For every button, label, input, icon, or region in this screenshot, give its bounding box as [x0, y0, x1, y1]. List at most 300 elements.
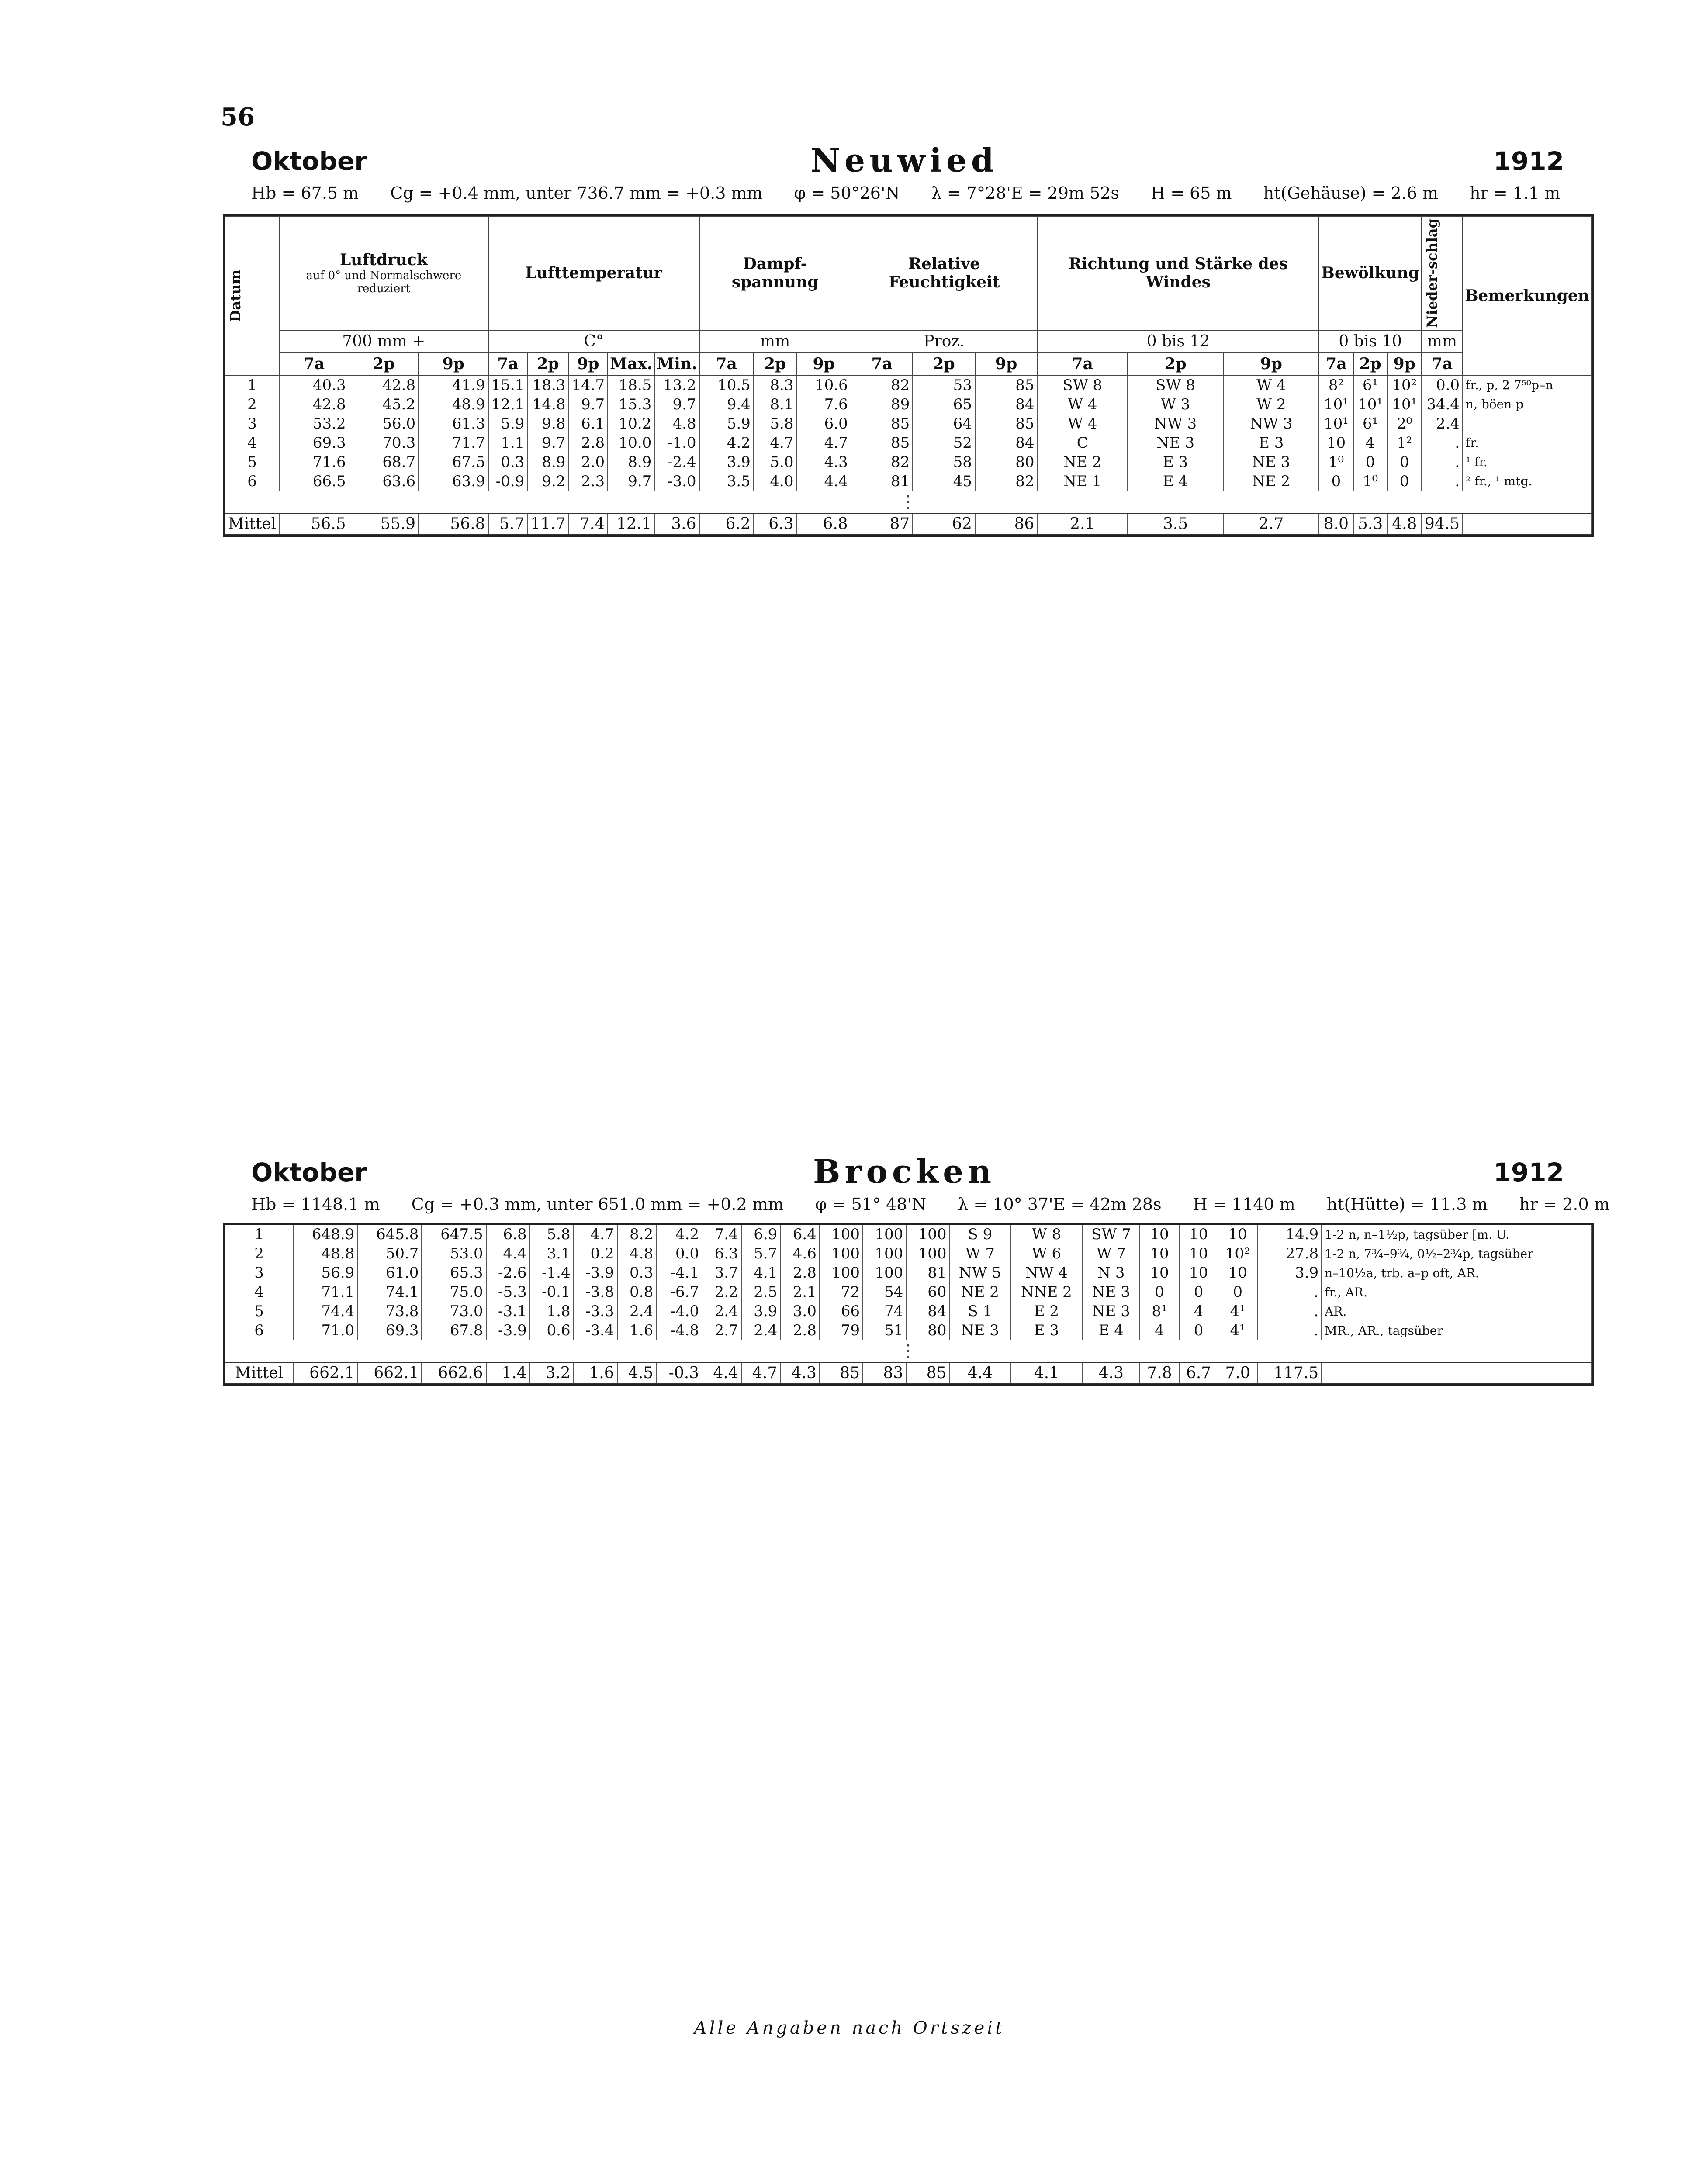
humidity-cell: 79	[820, 1321, 863, 1340]
cloud-cell: 0	[1179, 1321, 1218, 1340]
vapor-cell: 3.9	[699, 453, 754, 472]
temp-cell: 8.9	[608, 453, 654, 472]
sub-2p: 2p	[1128, 352, 1223, 375]
temp-cell: 1.6	[617, 1321, 657, 1340]
temp-cell: 12.1	[488, 395, 528, 414]
meta-item: φ = 50°26'N	[794, 183, 900, 203]
temp-cell: -3.9	[574, 1263, 617, 1282]
humidity-cell: 80	[975, 453, 1038, 472]
remarks-cell: 1-2 n, n–1½p, tagsüber [m. U.	[1322, 1225, 1592, 1244]
cloud-cell: 0	[1388, 472, 1422, 491]
footer-note: Alle Angaben nach Ortszeit	[694, 2018, 1005, 2038]
datum-cell: 5	[225, 453, 279, 472]
temp-cell: 1.8	[530, 1302, 574, 1321]
temp-cell: 4.8	[654, 414, 699, 433]
vapor-cell: 2.2	[702, 1282, 741, 1302]
wind-cell: 2.1	[1037, 513, 1127, 534]
temp-cell: 4.5	[617, 1363, 657, 1384]
temp-cell: -0.3	[656, 1363, 702, 1384]
cloud-cell: 6¹	[1353, 375, 1388, 395]
temp-cell: -1.4	[530, 1263, 574, 1282]
wind-cell: NE 2	[949, 1282, 1010, 1302]
temp-cell: 10.2	[608, 414, 654, 433]
datum-cell: Mittel	[225, 513, 279, 534]
wind-cell: NNE 2	[1010, 1282, 1082, 1302]
cloud-cell: 10	[1218, 1225, 1257, 1244]
temp-cell: 15.3	[608, 395, 654, 414]
table-row	[225, 1244, 1592, 1263]
wind-cell: W 8	[1010, 1225, 1082, 1244]
cloud-cell: 10	[1140, 1225, 1179, 1244]
cloud-cell: 10	[1179, 1244, 1218, 1263]
remarks-cell: n, böen p	[1463, 395, 1592, 414]
wind-cell: S 1	[949, 1302, 1010, 1321]
temp-cell: -4.1	[656, 1263, 702, 1282]
humidity-cell: 87	[851, 513, 913, 534]
remarks-cell: n–10½a, trb. a–p oft, AR.	[1322, 1263, 1592, 1282]
temp-cell: 13.2	[654, 375, 699, 395]
temp-cell: 4.2	[656, 1225, 702, 1244]
sub-min: Min.	[654, 352, 699, 375]
vapor-cell: 3.9	[741, 1302, 781, 1321]
cloud-cell: 10	[1140, 1244, 1179, 1263]
cloud-cell: 10¹	[1319, 414, 1353, 433]
cloud-cell: 10	[1179, 1263, 1218, 1282]
temp-cell: 2.8	[568, 433, 608, 453]
pressure-cell: 73.8	[357, 1302, 422, 1321]
wind-cell: NW 3	[1223, 414, 1319, 433]
vapor-cell: 10.5	[699, 375, 754, 395]
humidity-cell: 81	[851, 472, 913, 491]
neuwied-station: Neuwied	[810, 142, 998, 180]
sub-9p: 9p	[796, 352, 851, 375]
datum-cell: 5	[225, 1302, 293, 1321]
cloud-cell: 0	[1140, 1282, 1179, 1302]
wind-cell: N 3	[1083, 1263, 1140, 1282]
pressure-cell: 50.7	[357, 1244, 422, 1263]
neuwied-rows	[225, 375, 1592, 535]
sub-2p: 2p	[527, 352, 568, 375]
brocken-table	[225, 1225, 1592, 1384]
pressure-cell: 67.8	[422, 1321, 486, 1340]
meta-item: Hb = 1148.1 m	[251, 1195, 380, 1214]
temp-cell: 3.1	[530, 1244, 574, 1263]
humidity-cell: 82	[975, 472, 1038, 491]
temp-cell: 0.2	[574, 1244, 617, 1263]
cloud-cell: 6¹	[1353, 414, 1388, 433]
wind-cell: NE 3	[1083, 1302, 1140, 1321]
pressure-cell: 48.9	[419, 395, 488, 414]
humidity-cell: 53	[913, 375, 975, 395]
temp-cell: 18.3	[527, 375, 568, 395]
humidity-cell: 62	[913, 513, 975, 534]
pressure-cell: 71.7	[419, 433, 488, 453]
vapor-cell: 6.0	[796, 414, 851, 433]
temp-cell: -2.6	[486, 1263, 530, 1282]
pressure-cell: 56.5	[279, 513, 349, 534]
vapor-cell: 2.4	[702, 1302, 741, 1321]
sub-7a: 7a	[1037, 352, 1127, 375]
temp-cell: 15.1	[488, 375, 528, 395]
vapor-cell: 4.7	[741, 1363, 781, 1384]
meta-item: λ = 10° 37'E = 42m 28s	[958, 1195, 1162, 1214]
col-feucht: Relative Feuchtigkeit	[851, 216, 1038, 330]
wind-cell: SW 8	[1037, 375, 1127, 395]
vapor-cell: 6.9	[741, 1225, 781, 1244]
humidity-cell: 84	[975, 433, 1038, 453]
table-row	[225, 1302, 1592, 1321]
wind-cell: NE 1	[1037, 472, 1127, 491]
pressure-cell: 647.5	[422, 1225, 486, 1244]
cloud-cell: 4.8	[1388, 513, 1422, 534]
vapor-cell: 6.3	[754, 513, 797, 534]
temp-cell: 0.8	[617, 1282, 657, 1302]
mean-row	[225, 513, 1592, 534]
wind-cell: NW 4	[1010, 1263, 1082, 1282]
pressure-cell: 65.3	[422, 1263, 486, 1282]
col-dampf: Dampf-spannung	[699, 216, 851, 330]
temp-cell: -3.9	[486, 1321, 530, 1340]
humidity-cell: 100	[820, 1263, 863, 1282]
col-bemerkungen: Bemerkungen	[1463, 216, 1592, 375]
table-row	[225, 1263, 1592, 1282]
cloud-cell: 2⁰	[1388, 414, 1422, 433]
humidity-cell: 66	[820, 1302, 863, 1321]
vapor-cell: 2.7	[702, 1321, 741, 1340]
meta-item: H = 1140 m	[1193, 1195, 1295, 1214]
unit-bew: 0 bis 10	[1319, 330, 1421, 352]
temp-cell: -0.9	[488, 472, 528, 491]
temp-cell: 8.9	[527, 453, 568, 472]
temp-cell: -4.8	[656, 1321, 702, 1340]
sub-9p: 9p	[1223, 352, 1319, 375]
cloud-cell: 10²	[1218, 1244, 1257, 1263]
pressure-cell: 662.6	[422, 1363, 486, 1384]
temp-cell: 9.2	[527, 472, 568, 491]
humidity-cell: 85	[851, 414, 913, 433]
datum-cell: 1	[225, 375, 279, 395]
humidity-cell: 60	[906, 1282, 949, 1302]
meta-item: hr = 2.0 m	[1519, 1195, 1610, 1214]
datum-cell: 3	[225, 414, 279, 433]
vapor-cell: 6.3	[702, 1244, 741, 1263]
brocken-month: Oktober	[251, 1158, 367, 1187]
sub-2p: 2p	[913, 352, 975, 375]
unit-feucht: Proz.	[851, 330, 1038, 352]
temp-cell: -4.0	[656, 1302, 702, 1321]
cloud-cell: 0	[1353, 453, 1388, 472]
temp-cell: 1.4	[486, 1363, 530, 1384]
pressure-cell: 55.9	[349, 513, 419, 534]
precip-cell: .	[1422, 453, 1463, 472]
vapor-cell: 7.6	[796, 395, 851, 414]
datum-cell: 2	[225, 395, 279, 414]
table-row	[225, 453, 1592, 472]
wind-cell: 4.1	[1010, 1363, 1082, 1384]
temp-cell: 6.8	[486, 1225, 530, 1244]
wind-cell: 4.3	[1083, 1363, 1140, 1384]
cloud-cell: 1²	[1388, 433, 1422, 453]
temp-cell: 3.2	[530, 1363, 574, 1384]
temp-cell: 5.9	[488, 414, 528, 433]
temp-cell: 2.3	[568, 472, 608, 491]
wind-cell: W 4	[1223, 375, 1319, 395]
temp-cell: 10.0	[608, 433, 654, 453]
table-row	[225, 1321, 1592, 1340]
humidity-cell: 100	[820, 1225, 863, 1244]
pressure-cell: 56.0	[349, 414, 419, 433]
sub-7a: 7a	[1319, 352, 1353, 375]
unit-nieder: mm	[1422, 330, 1463, 352]
wind-cell: W 3	[1128, 395, 1223, 414]
pressure-cell: 71.6	[279, 453, 349, 472]
vapor-cell: 10.6	[796, 375, 851, 395]
table-row	[225, 472, 1592, 491]
meta-item: H = 65 m	[1150, 183, 1232, 203]
cloud-cell: 10¹	[1388, 395, 1422, 414]
temp-cell: 3.6	[654, 513, 699, 534]
pressure-cell: 71.1	[293, 1282, 357, 1302]
vapor-cell: 6.8	[796, 513, 851, 534]
col-nieder: Nieder-schlag	[1422, 216, 1463, 330]
temp-cell: 9.7	[568, 395, 608, 414]
neuwied-year: 1912	[1493, 146, 1564, 176]
pressure-cell: 645.8	[357, 1225, 422, 1244]
temp-cell: 5.8	[530, 1225, 574, 1244]
pressure-cell: 69.3	[357, 1321, 422, 1340]
humidity-cell: 100	[906, 1225, 949, 1244]
vapor-cell: 9.4	[699, 395, 754, 414]
wind-cell: E 4	[1128, 472, 1223, 491]
vapor-cell: 6.2	[699, 513, 754, 534]
pressure-cell: 61.3	[419, 414, 488, 433]
remarks-cell	[1322, 1363, 1592, 1384]
page-number: 56	[221, 103, 255, 131]
vapor-cell: 4.7	[796, 433, 851, 453]
precip-cell: .	[1257, 1321, 1322, 1340]
precip-cell: 27.8	[1257, 1244, 1322, 1263]
mean-row	[225, 1363, 1592, 1384]
cloud-cell: 1⁰	[1319, 453, 1353, 472]
temp-cell: 12.1	[608, 513, 654, 534]
wind-cell: SW 8	[1128, 375, 1223, 395]
brocken-rows	[225, 1225, 1592, 1384]
pressure-cell: 42.8	[279, 395, 349, 414]
neuwied-month: Oktober	[251, 146, 367, 176]
datum-cell: 3	[225, 1263, 293, 1282]
humidity-cell: 100	[863, 1263, 906, 1282]
cloud-cell: 7.0	[1218, 1363, 1257, 1384]
humidity-cell: 65	[913, 395, 975, 414]
vapor-cell: 6.4	[780, 1225, 820, 1244]
wind-cell: NE 3	[949, 1321, 1010, 1340]
precip-cell: 14.9	[1257, 1225, 1322, 1244]
temp-cell: 6.1	[568, 414, 608, 433]
humidity-cell: 85	[820, 1363, 863, 1384]
pressure-cell: 662.1	[293, 1363, 357, 1384]
vapor-cell: 4.4	[702, 1363, 741, 1384]
wind-cell: NE 2	[1037, 453, 1127, 472]
table-row	[225, 375, 1592, 395]
temp-cell: 2.4	[617, 1302, 657, 1321]
vapor-cell: 4.3	[796, 453, 851, 472]
temp-cell: -0.1	[530, 1282, 574, 1302]
vapor-cell: 4.2	[699, 433, 754, 453]
temp-cell: -2.4	[654, 453, 699, 472]
precip-cell: .	[1257, 1302, 1322, 1321]
temp-cell: 0.6	[530, 1321, 574, 1340]
vapor-cell: 8.1	[754, 395, 797, 414]
temp-cell: 2.0	[568, 453, 608, 472]
temp-cell: 4.8	[617, 1244, 657, 1263]
temp-cell: 14.7	[568, 375, 608, 395]
wind-cell: E 2	[1010, 1302, 1082, 1321]
pressure-cell: 67.5	[419, 453, 488, 472]
remarks-cell: fr., AR.	[1322, 1282, 1592, 1302]
cloud-cell: 5.3	[1353, 513, 1388, 534]
meta-item: ht(Hütte) = 11.3 m	[1326, 1195, 1488, 1214]
wind-cell: W 4	[1037, 414, 1127, 433]
temp-cell: -3.4	[574, 1321, 617, 1340]
sub-9p: 9p	[975, 352, 1038, 375]
meta-item: Cg = +0.3 mm, unter 651.0 mm = +0.2 mm	[411, 1195, 784, 1214]
temp-cell: 0.3	[488, 453, 528, 472]
col-bewoelkung: Bewölkung	[1319, 216, 1421, 330]
wind-cell: NE 3	[1083, 1282, 1140, 1302]
vapor-cell: 5.7	[741, 1244, 781, 1263]
humidity-cell: 84	[975, 395, 1038, 414]
vapor-cell: 2.4	[741, 1321, 781, 1340]
pressure-cell: 68.7	[349, 453, 419, 472]
brocken-year: 1912	[1493, 1158, 1564, 1187]
table-row	[225, 1225, 1592, 1244]
pressure-cell: 74.1	[357, 1282, 422, 1302]
cloud-cell: 1⁰	[1353, 472, 1388, 491]
temp-cell: 14.8	[527, 395, 568, 414]
humidity-cell: 81	[906, 1263, 949, 1282]
temp-cell: 9.7	[527, 433, 568, 453]
cloud-cell: 10	[1140, 1263, 1179, 1282]
humidity-cell: 54	[863, 1282, 906, 1302]
pressure-cell: 53.2	[279, 414, 349, 433]
precip-cell: 94.5	[1422, 513, 1463, 534]
pressure-cell: 56.9	[293, 1263, 357, 1282]
meta-item: hr = 1.1 m	[1470, 183, 1561, 203]
sub-9p: 9p	[568, 352, 608, 375]
vapor-cell: 4.1	[741, 1263, 781, 1282]
vapor-cell: 5.0	[754, 453, 797, 472]
vapor-cell: 7.4	[702, 1225, 741, 1244]
cloud-cell: 8.0	[1319, 513, 1353, 534]
brocken-meta	[251, 1195, 1610, 1214]
remarks-cell	[1463, 414, 1592, 433]
humidity-cell: 72	[820, 1282, 863, 1302]
cloud-cell: 0	[1218, 1282, 1257, 1302]
temp-cell: 7.4	[568, 513, 608, 534]
humidity-cell: 58	[913, 453, 975, 472]
temp-cell: 18.5	[608, 375, 654, 395]
wind-cell: 3.5	[1128, 513, 1223, 534]
cloud-cell: 4	[1140, 1321, 1179, 1340]
wind-cell: W 7	[949, 1244, 1010, 1263]
wind-cell: C	[1037, 433, 1127, 453]
temp-cell: -1.0	[654, 433, 699, 453]
humidity-cell: 82	[851, 453, 913, 472]
datum-cell: 6	[225, 1321, 293, 1340]
vapor-cell: 4.7	[754, 433, 797, 453]
temp-cell: 4.4	[486, 1244, 530, 1263]
meta-item: φ = 51° 48'N	[815, 1195, 927, 1214]
humidity-cell: 85	[851, 433, 913, 453]
temp-cell: 0.0	[656, 1244, 702, 1263]
sub-2p: 2p	[1353, 352, 1388, 375]
vapor-cell: 4.4	[796, 472, 851, 491]
vapor-cell: 8.3	[754, 375, 797, 395]
wind-cell: W 2	[1223, 395, 1319, 414]
wind-cell: W 7	[1083, 1244, 1140, 1263]
wind-cell: NW 5	[949, 1263, 1010, 1282]
brocken-header	[236, 1153, 1573, 1192]
wind-cell: SW 7	[1083, 1225, 1140, 1244]
omitted-rows	[225, 491, 1592, 514]
wind-cell: NE 3	[1223, 453, 1319, 472]
vapor-cell: 3.0	[780, 1302, 820, 1321]
pressure-cell: 75.0	[422, 1282, 486, 1302]
neuwied-table-box	[223, 214, 1594, 537]
precip-cell: 3.9	[1257, 1263, 1322, 1282]
unit-luftdruck: 700 mm +	[279, 330, 488, 352]
meta-item: Hb = 67.5 m	[251, 183, 359, 203]
datum-cell: 6	[225, 472, 279, 491]
col-datum: Datum	[225, 216, 279, 375]
cloud-cell: 8²	[1319, 375, 1353, 395]
humidity-cell: 100	[906, 1244, 949, 1263]
remarks-cell: fr.	[1463, 433, 1592, 453]
vapor-cell: 4.6	[780, 1244, 820, 1263]
omitted-rows	[225, 1340, 1592, 1363]
humidity-cell: 86	[975, 513, 1038, 534]
temp-cell: 8.2	[617, 1225, 657, 1244]
humidity-cell: 80	[906, 1321, 949, 1340]
vapor-cell: 2.5	[741, 1282, 781, 1302]
neuwied-table	[225, 216, 1592, 535]
temp-cell: 9.8	[527, 414, 568, 433]
precip-cell: .	[1422, 433, 1463, 453]
vapor-cell: 2.8	[780, 1263, 820, 1282]
humidity-cell: 64	[913, 414, 975, 433]
wind-cell: NE 2	[1223, 472, 1319, 491]
temp-cell: 5.7	[488, 513, 528, 534]
temp-cell: 0.3	[617, 1263, 657, 1282]
temp-cell: -3.1	[486, 1302, 530, 1321]
sub-7a: 7a	[488, 352, 528, 375]
pressure-cell: 648.9	[293, 1225, 357, 1244]
wind-cell: E 3	[1010, 1321, 1082, 1340]
humidity-cell: 85	[975, 414, 1038, 433]
temp-cell: -3.0	[654, 472, 699, 491]
unit-wind: 0 bis 12	[1037, 330, 1319, 352]
vapor-cell: 4.0	[754, 472, 797, 491]
remarks-cell	[1463, 513, 1592, 534]
brocken-table-box	[223, 1223, 1594, 1386]
humidity-cell: 100	[820, 1244, 863, 1263]
sub-7a: 7a	[851, 352, 913, 375]
cloud-cell: 4¹	[1218, 1302, 1257, 1321]
datum-cell: 4	[225, 433, 279, 453]
pressure-cell: 70.3	[349, 433, 419, 453]
pressure-cell: 48.8	[293, 1244, 357, 1263]
neuwied-header	[236, 142, 1573, 181]
